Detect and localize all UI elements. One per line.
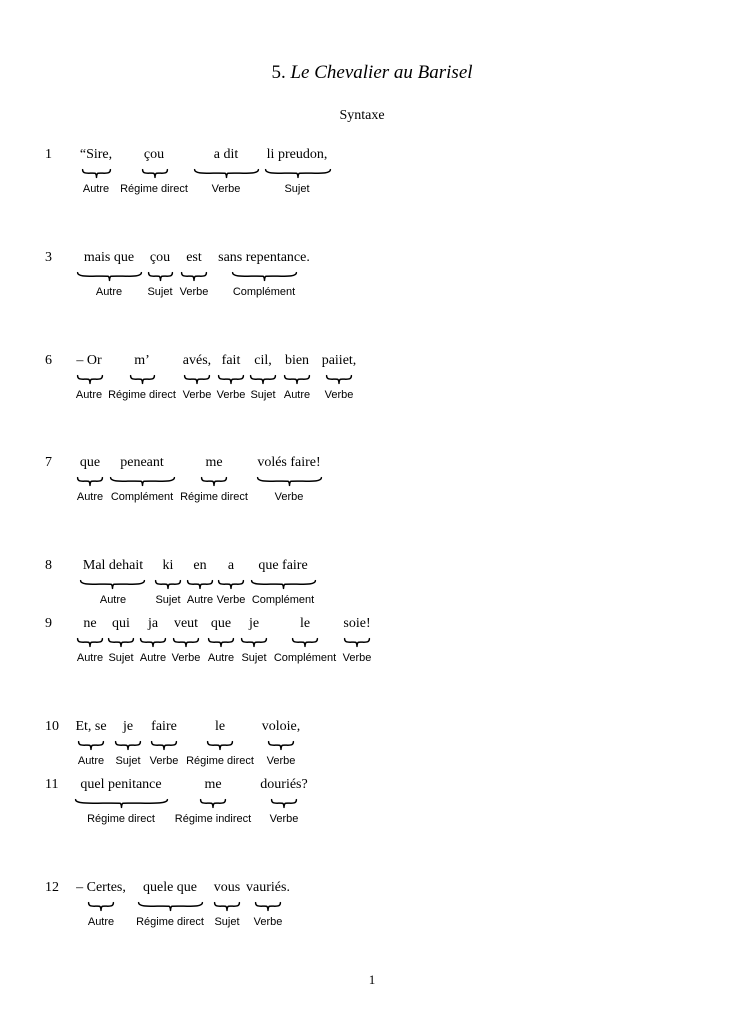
verse-word: ki	[162, 558, 174, 573]
verse-word: est	[186, 250, 202, 265]
verse-word: çou	[149, 250, 171, 265]
verse-word: ja	[147, 616, 159, 631]
underbrace-line2-item0	[77, 375, 103, 384]
page-number: 1	[368, 972, 376, 987]
verse-word: faire	[151, 719, 177, 734]
syntax-label: Verbe	[274, 491, 304, 503]
syntax-label: Autre	[207, 652, 235, 664]
underbrace-line1-item1	[148, 272, 173, 281]
syntax-label: Autre	[76, 652, 104, 664]
underbrace-line1-item0	[77, 272, 142, 281]
verse-word: me	[205, 455, 223, 470]
underbrace-line6-item1	[115, 741, 141, 750]
underbrace-line4-item0	[80, 580, 145, 589]
verse-word: a dit	[213, 147, 239, 162]
syntax-label: Autre	[76, 491, 104, 503]
syntax-label: Complément	[110, 491, 174, 503]
underbrace-line2-item3	[218, 375, 244, 384]
underbrace-line4-item1	[155, 580, 181, 589]
underbrace-line0-item3	[265, 169, 331, 178]
verse-word: – Certes,	[76, 880, 126, 895]
verse-word: volés faire!	[257, 455, 321, 470]
underbrace-line8-item1	[138, 902, 203, 911]
title-italic: Le Chevalier au Barisel	[290, 62, 473, 83]
syntax-label: Régime direct	[136, 916, 204, 928]
underbrace-line3-item2	[201, 477, 227, 486]
underbrace-line6-item4	[268, 741, 294, 750]
syntax-label: Verbe	[182, 389, 212, 401]
syntax-label: Autre	[139, 652, 167, 664]
syntax-label: Autre	[99, 594, 127, 606]
underbrace-line2-item4	[250, 375, 276, 384]
syntax-label: Autre	[95, 286, 123, 298]
syntax-label: Régime direct	[186, 755, 254, 767]
syntax-label: Complément	[232, 286, 296, 298]
syntax-label: Régime direct	[180, 491, 248, 503]
page-title	[0, 62, 744, 84]
underbrace-line6-item2	[151, 741, 177, 750]
syntax-label: Régime indirect	[174, 813, 252, 825]
line-number: 9	[45, 616, 52, 631]
verse-word: peneant	[120, 455, 164, 470]
syntax-label: Régime direct	[108, 389, 176, 401]
underbrace-line1-item2	[181, 272, 207, 281]
verse-word: me	[204, 777, 222, 792]
underbrace-line8-item0	[88, 902, 114, 911]
underbrace-line6-item3	[207, 741, 233, 750]
verse-word: vous	[213, 880, 241, 895]
syntax-label: Verbe	[216, 594, 246, 606]
underbrace-line5-item7	[344, 638, 370, 647]
section-subtitle: Syntaxe	[339, 108, 385, 123]
syntax-label: Sujet	[108, 652, 134, 664]
line-number: 3	[45, 250, 52, 265]
verse-word: ne	[83, 616, 97, 631]
line-number: 12	[45, 880, 59, 895]
underbrace-line0-item0	[82, 169, 111, 178]
verse-word: je	[122, 719, 134, 734]
verse-word: fait	[221, 353, 241, 368]
underbrace-line8-item2	[214, 902, 240, 911]
underbrace-line4-item2	[187, 580, 213, 589]
underbrace-line7-item0	[75, 799, 168, 808]
underbrace-line5-item6	[292, 638, 318, 647]
verse-word: soie!	[343, 616, 371, 631]
verse-word: m’	[134, 353, 150, 368]
underbrace-line2-item5	[284, 375, 310, 384]
syntax-label: Verbe	[211, 183, 241, 195]
line-number: 6	[45, 353, 52, 368]
underbrace-line4-item4	[251, 580, 316, 589]
syntax-label: Sujet	[214, 916, 240, 928]
line-number: 10	[45, 719, 59, 734]
verse-word: quele que	[142, 880, 198, 895]
verse-word: veut	[173, 616, 199, 631]
verse-word: çou	[143, 147, 165, 162]
verse-word: mais que	[83, 250, 135, 265]
verse-word: bien	[284, 353, 310, 368]
verse-word: qui	[112, 616, 130, 631]
title-number: 5.	[271, 62, 286, 83]
verse-word: le	[299, 616, 311, 631]
underbrace-line7-item1	[200, 799, 226, 808]
verse-word: – Or	[76, 353, 102, 368]
underbrace-line5-item0	[77, 638, 103, 647]
syntax-label: Verbe	[253, 916, 283, 928]
verse-word: que faire	[258, 558, 308, 573]
underbrace-line0-item2	[194, 169, 259, 178]
underbrace-line3-item3	[257, 477, 322, 486]
underbrace-line0-item1	[142, 169, 168, 178]
syntax-label: Sujet	[284, 183, 310, 195]
syntax-label: Complément	[251, 594, 315, 606]
syntax-label: Autre	[87, 916, 115, 928]
verse-word: le	[214, 719, 226, 734]
underbrace-line5-item3	[173, 638, 199, 647]
underbrace-line8-item3	[255, 902, 281, 911]
underbrace-line2-item6	[326, 375, 352, 384]
syntax-label: Sujet	[155, 594, 181, 606]
underbrace-line5-item2	[140, 638, 166, 647]
verse-word: vauriés.	[246, 880, 290, 895]
verse-word: sans repentance.	[218, 250, 310, 265]
syntax-label: Verbe	[216, 389, 246, 401]
syntax-label: Verbe	[266, 755, 296, 767]
verse-word: paiiet,	[321, 353, 357, 368]
syntax-label: Autre	[75, 389, 103, 401]
verse-word: a	[227, 558, 235, 573]
syntax-label: Verbe	[179, 286, 209, 298]
syntax-label: Régime direct	[87, 813, 155, 825]
syntax-label: Autre	[283, 389, 311, 401]
syntax-label: Verbe	[342, 652, 372, 664]
syntax-label: Sujet	[147, 286, 173, 298]
verse-word: quel penitance	[80, 777, 162, 792]
syntax-label: Autre	[82, 183, 110, 195]
verse-word: avés,	[182, 353, 212, 368]
syntax-label: Sujet	[241, 652, 267, 664]
syntax-label: Autre	[186, 594, 214, 606]
verse-word: en	[193, 558, 207, 573]
verse-word: Et, se	[75, 719, 107, 734]
syntax-label: Sujet	[115, 755, 141, 767]
syntax-label: Verbe	[171, 652, 201, 664]
underbrace-line4-item3	[218, 580, 244, 589]
syntax-label: Autre	[77, 755, 105, 767]
underbrace-line5-item4	[208, 638, 234, 647]
underbrace-line5-item5	[241, 638, 267, 647]
verse-word: que	[210, 616, 232, 631]
line-number: 11	[45, 777, 59, 792]
verse-word: que	[79, 455, 101, 470]
verse-word: Mal dehait	[82, 558, 144, 573]
syntax-label: Verbe	[324, 389, 354, 401]
underbrace-line7-item2	[271, 799, 297, 808]
verse-word: je	[248, 616, 260, 631]
syntax-label: Verbe	[269, 813, 299, 825]
underbrace-line2-item2	[184, 375, 210, 384]
verse-word: cil,	[254, 353, 272, 368]
syntax-label: Complément	[273, 652, 337, 664]
verse-word: “Sire,	[79, 147, 113, 162]
verse-word: voloie,	[261, 719, 301, 734]
syntax-label: Sujet	[250, 389, 276, 401]
underbrace-line3-item0	[77, 477, 103, 486]
underbrace-line5-item1	[108, 638, 134, 647]
underbrace-line6-item0	[78, 741, 104, 750]
syntax-label: Régime direct	[120, 183, 188, 195]
line-number: 8	[45, 558, 52, 573]
underbrace-line1-item3	[232, 272, 297, 281]
line-number: 7	[45, 455, 52, 470]
line-number: 1	[45, 147, 52, 162]
underbrace-line3-item1	[110, 477, 175, 486]
syntax-label: Verbe	[149, 755, 179, 767]
verse-word: douriés?	[260, 777, 308, 792]
verse-word: li preudon,	[266, 147, 328, 162]
underbrace-line2-item1	[130, 375, 155, 384]
